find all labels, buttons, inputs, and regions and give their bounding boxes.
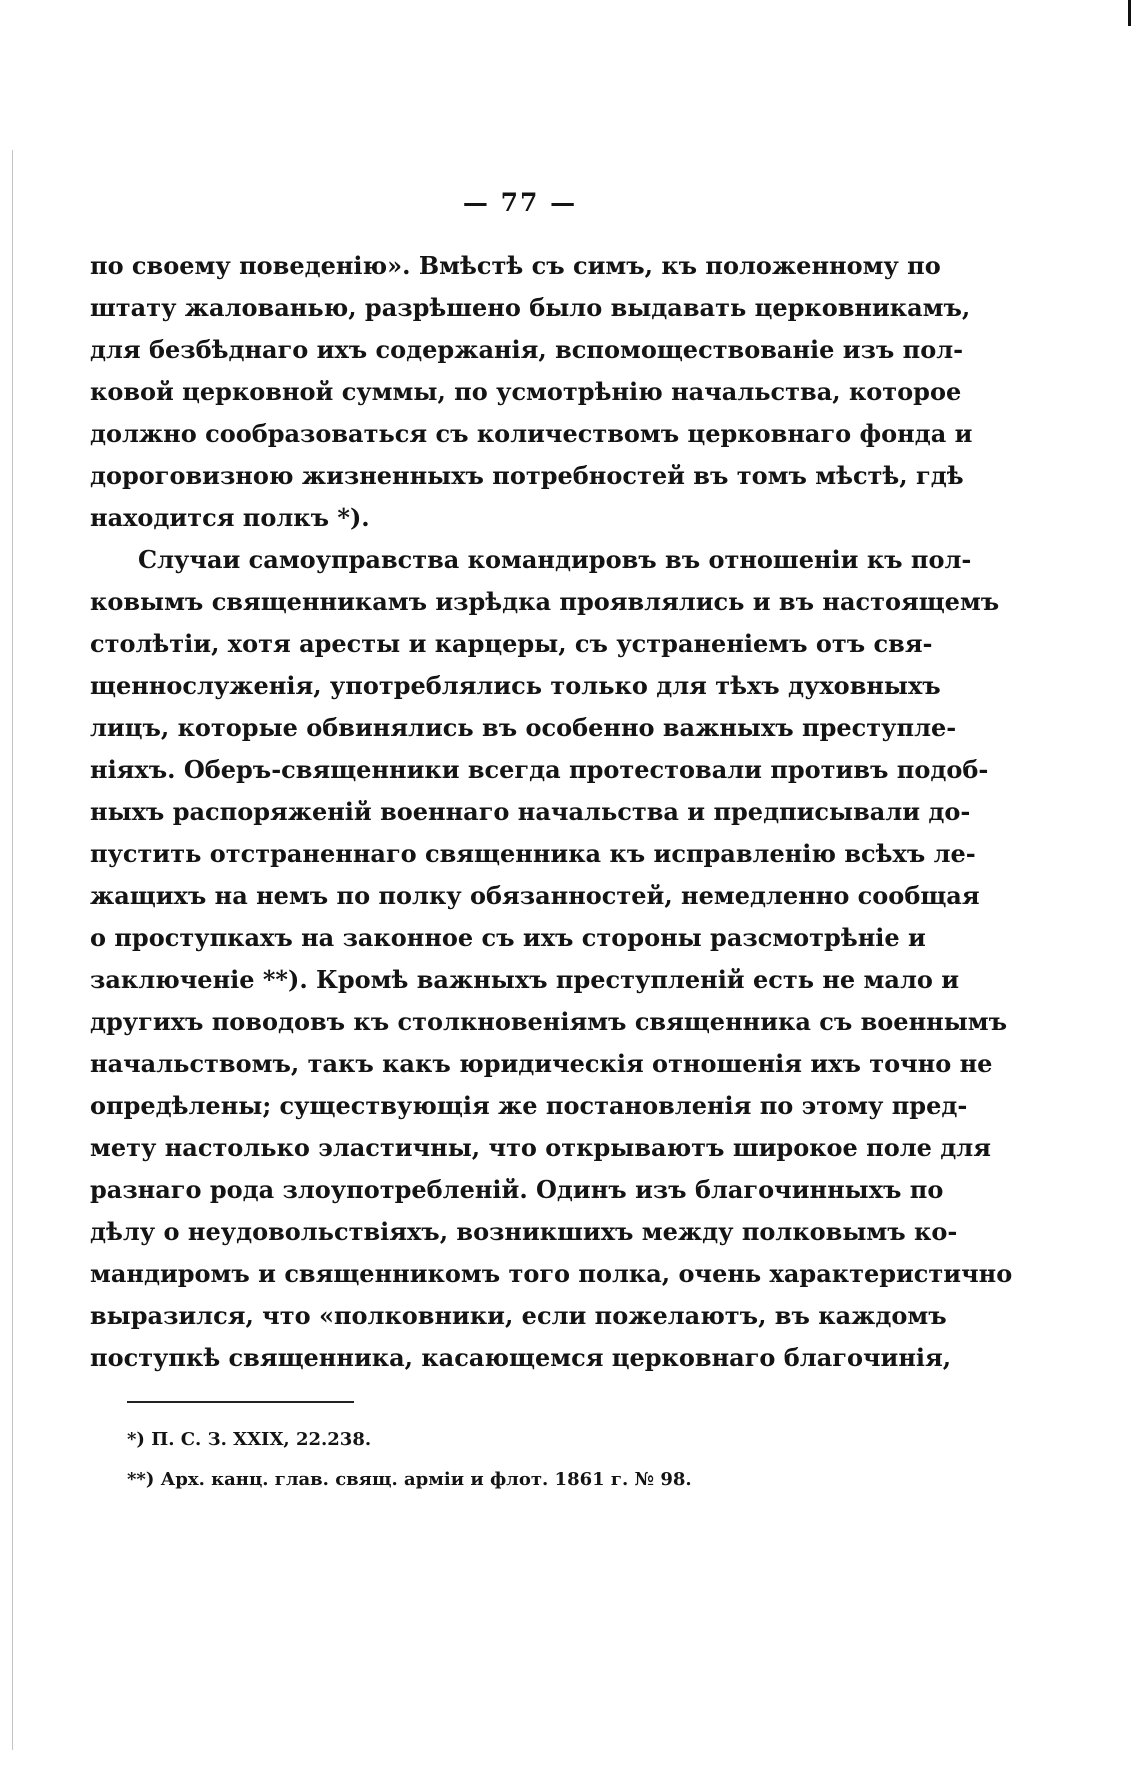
text-line: опредѣлены; существующія же постановленія по этому пред- bbox=[90, 1091, 968, 1120]
text-line: ніяхъ. Оберъ-священники всегда протестовали противъ подоб- bbox=[90, 755, 989, 784]
footnote-divider bbox=[127, 1401, 354, 1403]
text-line: дороговизною жизненныхъ потребностей въ томъ мѣстѣ, гдѣ bbox=[90, 461, 964, 490]
text-line: другихъ поводовъ къ столкновеніямъ священника съ военнымъ bbox=[90, 1007, 1008, 1036]
text-line: Случаи самоуправства командировъ въ отношеніи къ пол- bbox=[138, 545, 972, 574]
text-line: поступкѣ священника, касающемся церковнаго благочинія, bbox=[90, 1343, 952, 1372]
text-line: по своему поведенію». Вмѣстѣ съ симъ, къ положенному по bbox=[90, 251, 941, 280]
text-line: разнаго рода злоупотребленій. Одинъ изъ благочинныхъ по bbox=[90, 1175, 944, 1204]
text-line: щеннослуженія, употреблялись только для тѣхъ духовныхъ bbox=[90, 671, 941, 700]
text-line: для безбѣднаго ихъ содержанія, вспомоществованіе изъ пол- bbox=[90, 335, 964, 364]
text-line: дѣлу о неудовольствіяхъ, возникшихъ между полковымъ ко- bbox=[90, 1217, 958, 1246]
footnote: *) П. С. З. XXIX, 22.238. bbox=[127, 1429, 372, 1450]
text-line: мету настолько эластичны, что открываютъ широкое поле для bbox=[90, 1133, 991, 1162]
text-line: находится полкъ *). bbox=[90, 503, 370, 532]
text-line: жащихъ на немъ по полку обязанностей, немедленно сообщая bbox=[90, 881, 980, 910]
scan-margin-line bbox=[12, 150, 13, 1750]
text-line: лицъ, которые обвинялись въ особенно важныхъ преступле- bbox=[90, 713, 957, 742]
text-line: должно сообразоваться съ количествомъ церковнаго фонда и bbox=[90, 419, 973, 448]
text-line: столѣтіи, хотя аресты и карцеры, съ устраненіемъ отъ свя- bbox=[90, 629, 933, 658]
text-line: начальствомъ, такъ какъ юридическія отношенія ихъ точно не bbox=[90, 1049, 993, 1078]
text-line: о проступкахъ на законное съ ихъ стороны разсмотрѣніе и bbox=[90, 923, 926, 952]
text-line: пустить отстраненнаго священника къ исправленію всѣхъ ле- bbox=[90, 839, 976, 868]
page-number: — 77 — bbox=[462, 188, 578, 217]
footnotes bbox=[127, 1420, 767, 1500]
text-line: штату жалованью, разрѣшено было выдавать церковникамъ, bbox=[90, 293, 971, 322]
text-line: ныхъ распоряженій военнаго начальства и предписывали до- bbox=[90, 797, 971, 826]
text-line: мандиромъ и священникомъ того полка, очень характеристично bbox=[90, 1259, 1013, 1288]
text-line: выразился, что «полковники, если пожелаютъ, въ каждомъ bbox=[90, 1301, 947, 1330]
text-line: заключеніе **). Кромѣ важныхъ преступленій есть не мало и bbox=[90, 965, 960, 994]
body-text bbox=[90, 245, 1013, 1379]
text-line: ковой церковной суммы, по усмотрѣнію начальства, которое bbox=[90, 377, 962, 406]
footnote: **) Арх. канц. глав. свящ. арміи и флот. 1861 г. № 98. bbox=[127, 1469, 692, 1490]
scan-corner-mark bbox=[1128, 0, 1131, 26]
text-line: ковымъ священникамъ изрѣдка проявлялись и въ настоящемъ bbox=[90, 587, 1000, 616]
